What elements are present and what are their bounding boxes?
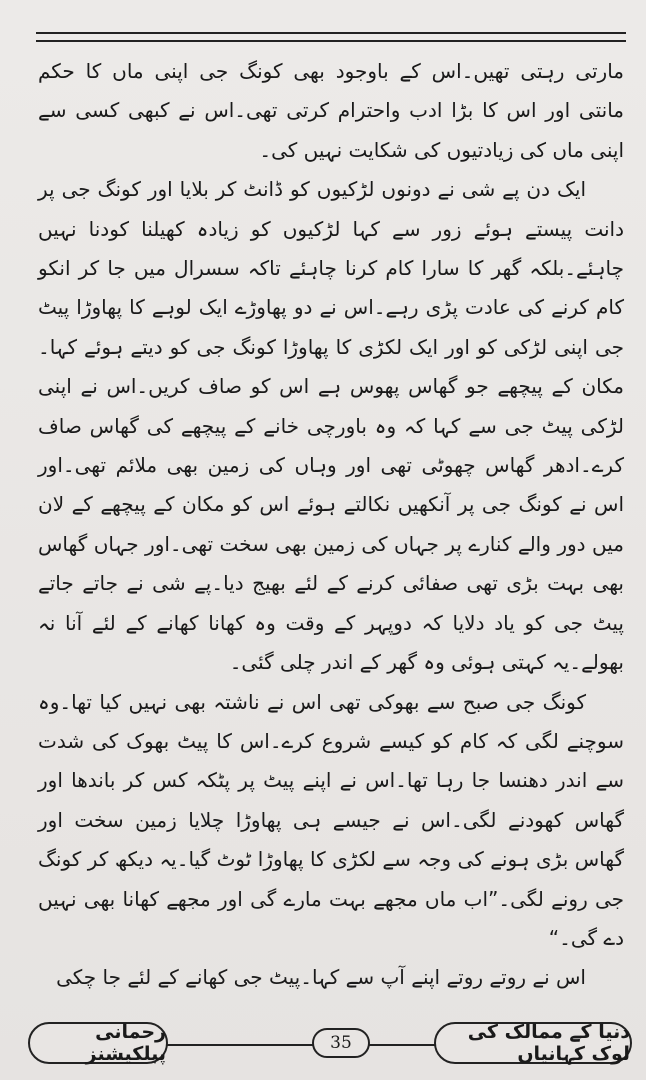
book-title-banner: دنیا کے ممالک کی لوک کہانیاں — [434, 1022, 632, 1064]
page-footer — [28, 1022, 632, 1068]
paragraph-1: مارتی رہتی تھیں۔اس کے باوجود بھی کونگ جی اپنی ماں کا حکم مانتی اور اس کا بڑا ادب واحترام کرتی تھی۔اس نے کبھی کسی سے اپنی ماں کی زیادتیوں کی شکایت نہیں کی۔ — [38, 59, 624, 162]
footer-rule — [166, 1044, 436, 1046]
paragraph-4: اس نے روتے روتے اپنے آپ سے کہا۔پیٹ جی کھانے کے لئے جا چکی — [56, 965, 586, 990]
page-number: 35 — [312, 1028, 370, 1058]
publisher-banner: رحمانی پبلکیشنز — [28, 1022, 168, 1064]
header-rule-bottom — [36, 40, 626, 42]
paragraph-2: ایک دن پے شی نے دونوں لڑکیوں کو ڈانٹ کر بلایا اور کونگ جی پر دانت پیستے ہوئے زور سے کہا لڑکیوں کو زیادہ کھیلنا کودنا نہیں چاہئے۔بلکہ گھر کا سارا کام کرنا چاہئے تاکہ سسرال میں جا کر انکو کام کرنے کی عادت پڑی رہے۔اس نے دو پھاوڑے ایک لوہے کا پھاوڑا پیٹ جی اپنی لڑکی کو اور ایک لکڑی کا پھاوڑا کونگ جی کو دیتے ہوئے کہا۔مکان کے پیچھے جو گھاس پھوس ہے اس کو صاف کریں۔اس نے اپنی لڑکی پیٹ جی سے کہا کہ وہ باورچی خانے کے پیچھے کی گھاس صاف کرے۔ادھر گھاس چھوٹی تھی اور وہاں کی زمین بھی ملائم تھی۔اور اس نے کونگ جی پر آنکھیں نکالتے ہوئے اس کو مکان کے پیچھے کے لان میں دور والے کنارے پر جہاں کی زمین بھی سخت تھی۔اور جہاں گھاس بھی بہت بڑی تھی صفائی کرنے کے لئے بھیج دیا۔پے شی نے جاتے جاتے پیٹ جی کو یاد دلایا کہ دوپہر کے وقت وہ کھانا کھانے کے لئے آنا نہ بھولے۔یہ کہتی ہوئی وہ گھر کے اندر چلی گئی۔ — [38, 177, 624, 675]
header-rule-top — [36, 32, 626, 34]
story-text — [38, 52, 624, 998]
paragraph-3: کونگ جی صبح سے بھوکی تھی اس نے ناشتہ بھی نہیں کیا تھا۔وہ سوچنے لگی کہ کام کو کیسے شروع کرے۔اس کا پیٹ بھوک کی شدت سے اندر دھنسا جا رہا تھا۔اس نے اپنے پیٹ پر پٹکہ کس کر باندھا اور گھاس کھودنے لگی۔اس نے جیسے ہی پھاوڑا چلایا زمین سخت اور گھاس بڑی ہونے کی وجہ سے لکڑی کا پھاوڑا ٹوٹ گیا۔یہ دیکھ کر کونگ جی رونے لگی۔”اب ماں مجھے بہت مارے گی اور مجھے کھانا بھی نہیں دے گی۔“ — [38, 689, 624, 950]
